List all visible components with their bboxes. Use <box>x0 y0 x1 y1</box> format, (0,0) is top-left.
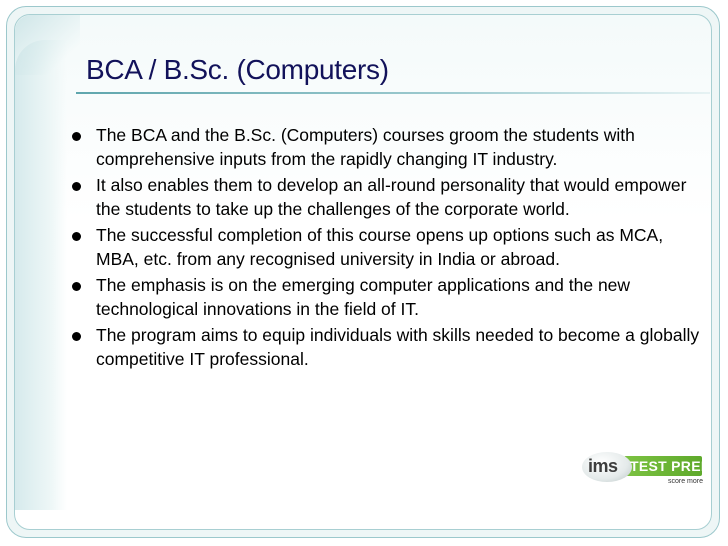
slide-title: BCA / B.Sc. (Computers) <box>86 54 389 85</box>
bullet-text: The program aims to equip individuals with skills needed to become a globally competitive IT professional. <box>96 325 700 369</box>
bullet-text: The emphasis is on the emerging computer applications and the new technological innovations in the field of IT. <box>96 275 631 319</box>
logo-brand-text: ims <box>588 456 618 476</box>
bullet-text: The successful completion of this course opens up options such as MCA, MBA, etc. from any recognised university in India or abroad. <box>96 225 664 269</box>
bullet-item <box>70 174 700 221</box>
bullet-icon <box>72 132 81 141</box>
decorative-left-band <box>15 40 67 510</box>
title-divider <box>76 92 710 94</box>
bullet-icon <box>72 332 81 341</box>
bullet-list <box>70 124 700 374</box>
bullet-icon <box>72 182 81 191</box>
logo-product-text: TEST PREP <box>630 458 711 474</box>
bullet-text: It also enables them to develop an all-round personality that would empower the students to take up the challenges of the corporate world. <box>96 175 687 219</box>
bullet-item <box>70 224 700 271</box>
bullet-icon <box>72 282 81 291</box>
ims-test-prep-logo <box>582 448 711 488</box>
bullet-icon <box>72 232 81 241</box>
bullet-item <box>70 274 700 321</box>
bullet-text: The BCA and the B.Sc. (Computers) courses groom the students with comprehensive inputs from the rapidly changing IT industry. <box>96 125 635 169</box>
logo-tagline: score more <box>668 478 704 485</box>
bullet-item <box>70 124 700 171</box>
bullet-item <box>70 324 700 371</box>
decorative-corner <box>15 15 80 75</box>
